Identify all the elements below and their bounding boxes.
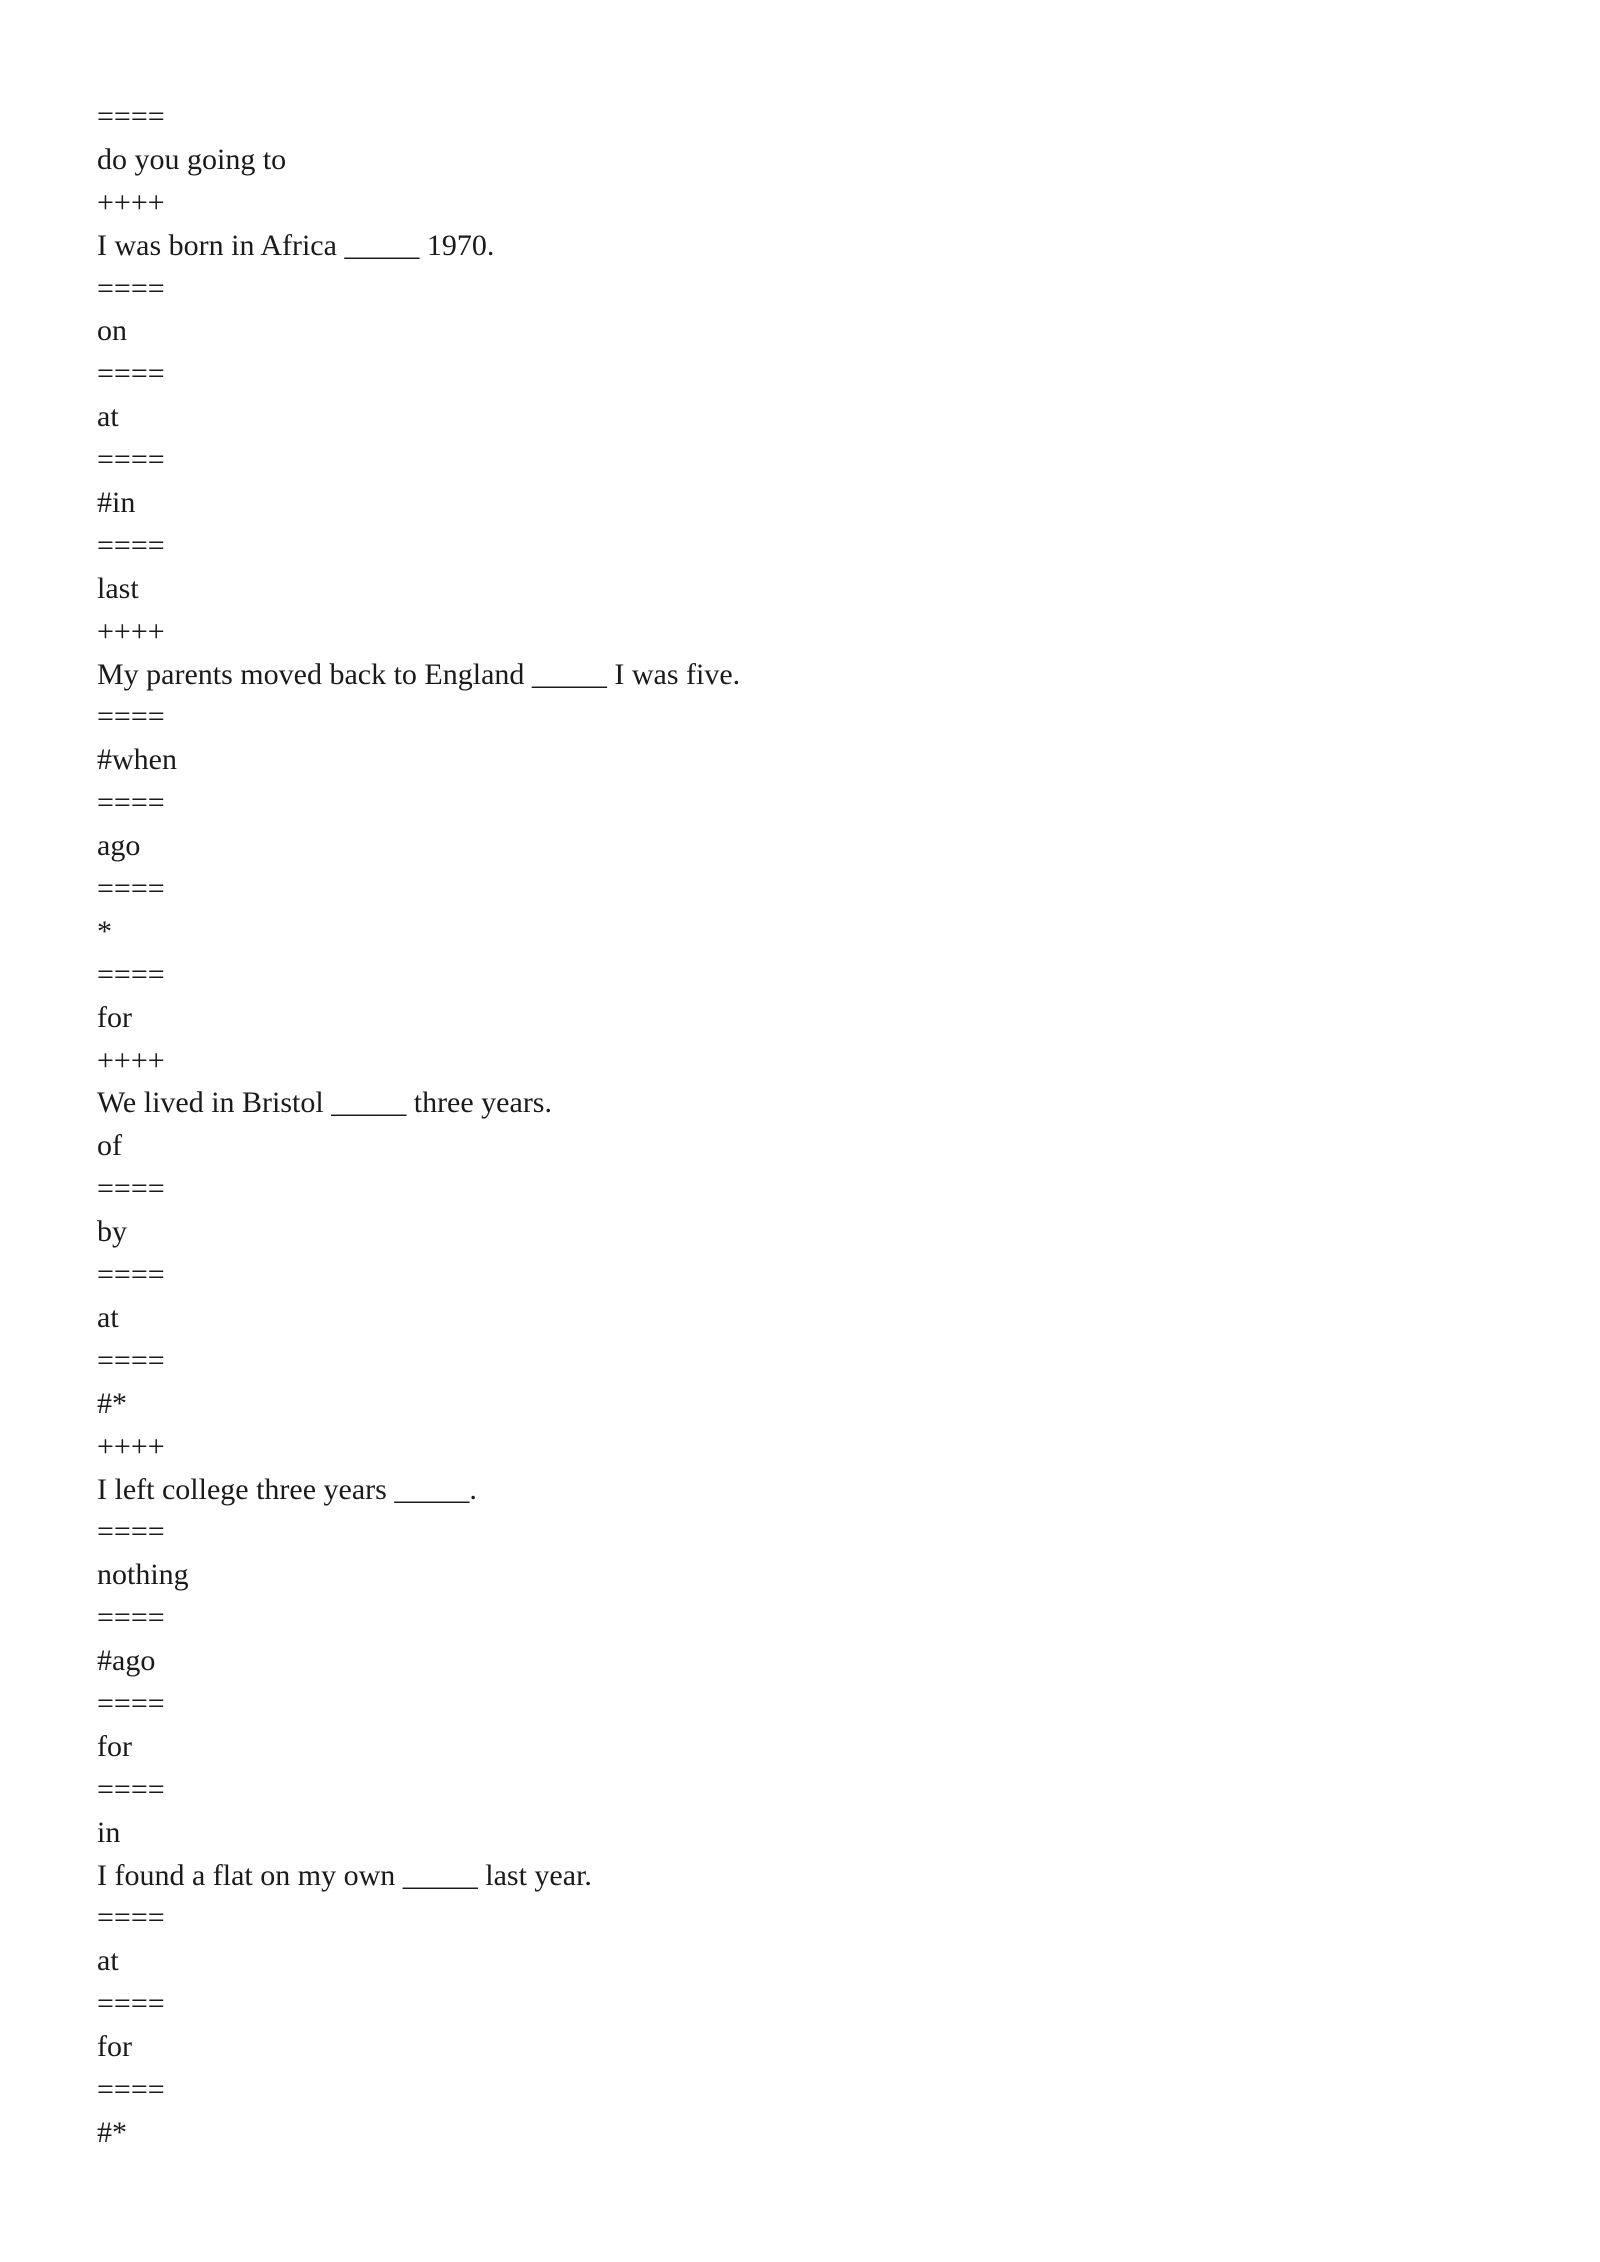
separator-line: ==== bbox=[97, 357, 165, 391]
answer-option: for bbox=[97, 1729, 132, 1763]
separator-line: ==== bbox=[97, 1772, 165, 1806]
correct-answer-option: #* bbox=[97, 1386, 127, 1420]
separator-line: ==== bbox=[97, 2072, 165, 2106]
document-page bbox=[97, 96, 1497, 2155]
correct-answer-option: #when bbox=[97, 743, 177, 777]
question-text: We lived in Bristol _____ three years. bbox=[97, 1086, 552, 1120]
answer-option: * bbox=[97, 914, 112, 948]
separator-line: ==== bbox=[97, 1343, 165, 1377]
answer-option: nothing bbox=[97, 1558, 189, 1592]
separator-line: ==== bbox=[97, 700, 165, 734]
separator-line: ==== bbox=[97, 1987, 165, 2021]
separator-line: ==== bbox=[97, 528, 165, 562]
separator-line: ==== bbox=[97, 443, 165, 477]
separator-line: ==== bbox=[97, 1601, 165, 1635]
answer-option: ago bbox=[97, 829, 141, 863]
correct-answer-option: #* bbox=[97, 2115, 127, 2149]
question-marker: ++++ bbox=[97, 185, 165, 219]
question-text: My parents moved back to England _____ I was five. bbox=[97, 657, 741, 691]
question-text: I was born in Africa _____ 1970. bbox=[97, 228, 495, 262]
separator-line: ==== bbox=[97, 957, 165, 991]
separator-line: ==== bbox=[97, 100, 165, 133]
correct-answer-option: #in bbox=[97, 486, 136, 520]
question-marker: ++++ bbox=[97, 1429, 165, 1463]
answer-option: at bbox=[97, 1300, 119, 1334]
correct-answer-option: #ago bbox=[97, 1644, 156, 1678]
question-marker: ++++ bbox=[97, 1043, 165, 1077]
separator-line: ==== bbox=[97, 1258, 165, 1292]
answer-option: last bbox=[97, 571, 139, 605]
answer-option: of bbox=[97, 1129, 122, 1163]
answer-option: by bbox=[97, 1215, 127, 1249]
answer-option: at bbox=[97, 400, 119, 434]
answer-option: in bbox=[97, 1815, 121, 1849]
separator-line: ==== bbox=[97, 1172, 165, 1206]
separator-line: ==== bbox=[97, 271, 165, 305]
separator-line: ==== bbox=[97, 1686, 165, 1720]
answer-option: for bbox=[97, 2030, 132, 2064]
question-marker: ++++ bbox=[97, 614, 165, 648]
separator-line: ==== bbox=[97, 872, 165, 906]
separator-line: ==== bbox=[97, 786, 165, 820]
question-text: I found a flat on my own _____ last year. bbox=[97, 1858, 592, 1892]
separator-line: ==== bbox=[97, 1901, 165, 1935]
separator-line: ==== bbox=[97, 1515, 165, 1549]
answer-option: for bbox=[97, 1000, 132, 1034]
answer-option: do you going to bbox=[97, 142, 287, 176]
answer-option: on bbox=[97, 314, 127, 348]
question-text: I left college three years _____. bbox=[97, 1472, 477, 1506]
answer-option: at bbox=[97, 1944, 119, 1978]
